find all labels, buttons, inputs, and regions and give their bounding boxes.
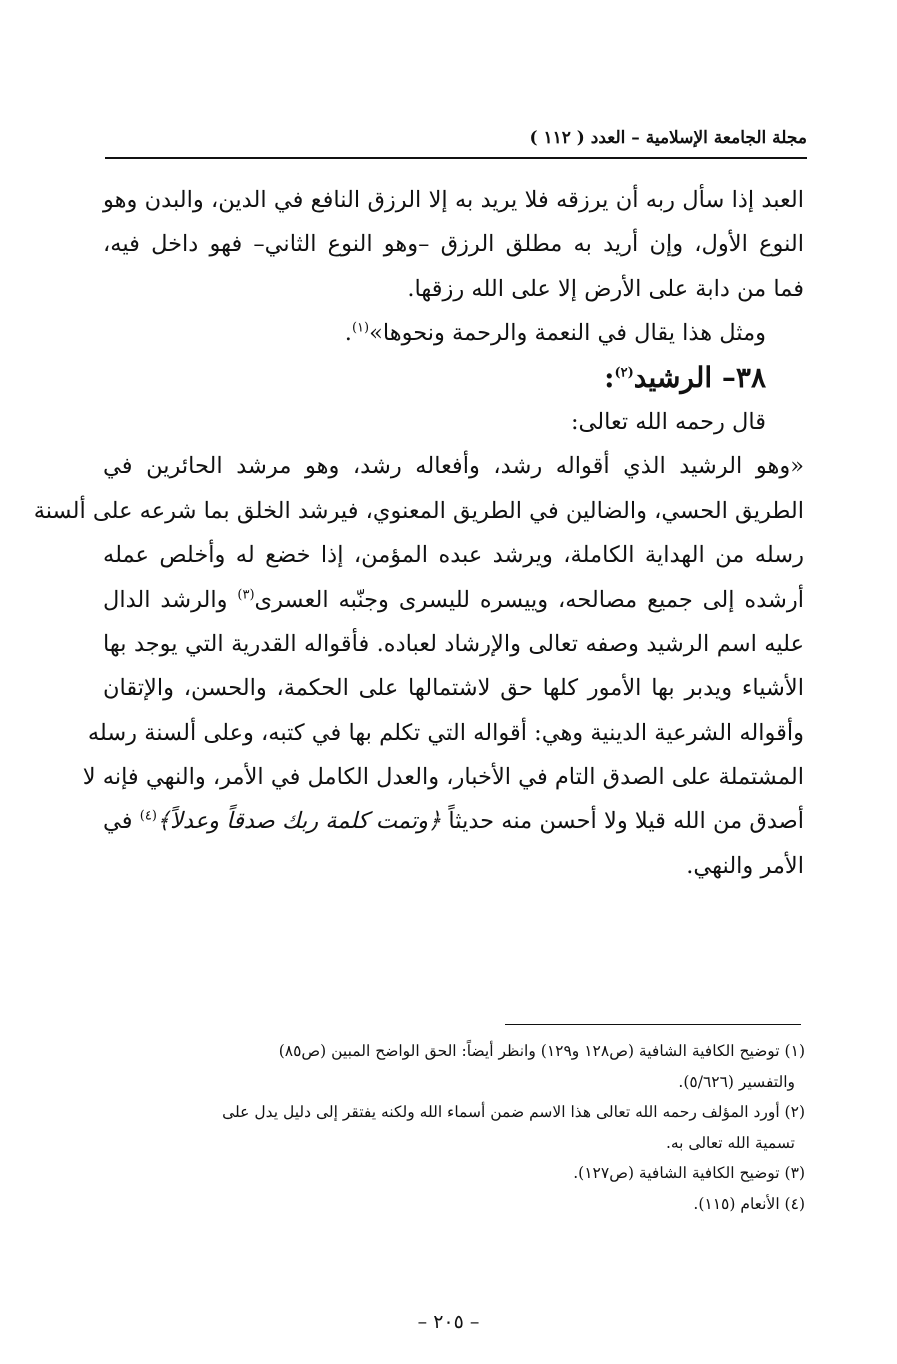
header-divider [105,157,807,159]
text-line: فما من دابة على الأرض إلا على الله رزقها. [407,275,804,302]
footnote-ref: (٣) [237,587,255,603]
text-fragment: . [344,320,352,347]
journal-title: مجلة الجامعة الإسلامية – العدد ( ١١٢ ) [529,128,807,148]
footnote-item: تسمية الله تعالى به. [665,1133,795,1152]
text-line: «وهو الرشيد الذي أقواله رشد، وأفعاله رشد، وهو مرشد الحائرين في [103,453,804,480]
text-fragment: أصدق من الله قيلا ولا أحسن منه حديثاً [448,808,804,835]
section-heading [103,356,804,400]
footnotes [100,1036,805,1219]
heading-text: ٣٨– الرشيد [633,360,766,394]
text-fragment: أرشده إلى جميع مصالحه، وييسره لليسرى وجنّبه العسرى [254,586,804,613]
text-line: الأمر والنهي. [686,852,804,879]
text-line [103,578,804,622]
footnote-item: (١) توضيح الكافية الشافية (ص١٢٨ و١٢٩) وانظر أيضاً: الحق الواضح المبين (ص٨٥) [278,1042,805,1060]
footnote-ref: (٢) [614,365,634,381]
text-line: رسله من الهداية الكاملة، ويرشد عبده المؤمن، إذا خضع له وأخلص عمله [103,542,804,569]
text-line: وأقواله الشرعية الدينية وهي: أقواله التي تكلم بها في كتبه، وعلى ألسنة رسله [87,719,804,746]
footnote-ref: (١) [351,320,370,336]
footnote-item: (٤) الأنعام (١١٥). [693,1194,805,1213]
footnote-item: والتفسير (٥/٦٢٦). [678,1072,795,1091]
page-number: – ٢٠٥ – [417,1311,480,1333]
text-line [103,799,804,843]
text-line: قال رحمه الله تعالى: [570,408,766,435]
text-line [103,311,804,355]
journal-header [105,128,807,158]
footnote-ref: (٤) [139,808,157,824]
text-line: النوع الأول، وإن أريد به مطلق الرزق –وهو النوع الثاني– فهو داخل فيه، [103,231,804,258]
text-fragment: والرشد الدال [103,586,238,613]
quran-quote: ﴿وتمت كلمة ربك صدقاً وعدلاً﴾ [156,808,442,835]
text-line: عليه اسم الرشيد وصفه تعالى والإرشاد لعباده. فأقواله القدرية التي يوجد بها [103,630,804,657]
text-line: الطريق الحسي، والضالين في الطريق المعنوي، فيرشد الخلق بما شرعه على ألسنة [33,497,804,524]
footnote-divider [505,1024,801,1025]
text-fragment: في [103,808,140,835]
text-line: الأشياء ويدبر بها الأمور كلها حق لاشتمالها على الحكمة، والحسن، والإتقان [103,675,804,702]
text-fragment: : [604,360,615,394]
footnote-item: (٢) أورد المؤلف رحمه الله تعالى هذا الاسم ضمن أسماء الله ولكنه يفتقر إلى دليل يدل على [222,1103,805,1121]
text-line: المشتملة على الصدق التام في الأخبار، والعدل الكامل في الأمر، والنهي فإنه لا [82,764,804,791]
text-line: العبد إذا سأل ربه أن يرزقه فلا يريد به إلا الرزق النافع في الدين، والبدن وهو [103,187,804,213]
main-text [33,178,804,888]
footnote-item: (٣) توضيح الكافية الشافية (ص١٢٧). [573,1164,805,1182]
text-fragment: ومثل هذا يقال في النعمة والرحمة ونحوها» [369,320,766,347]
